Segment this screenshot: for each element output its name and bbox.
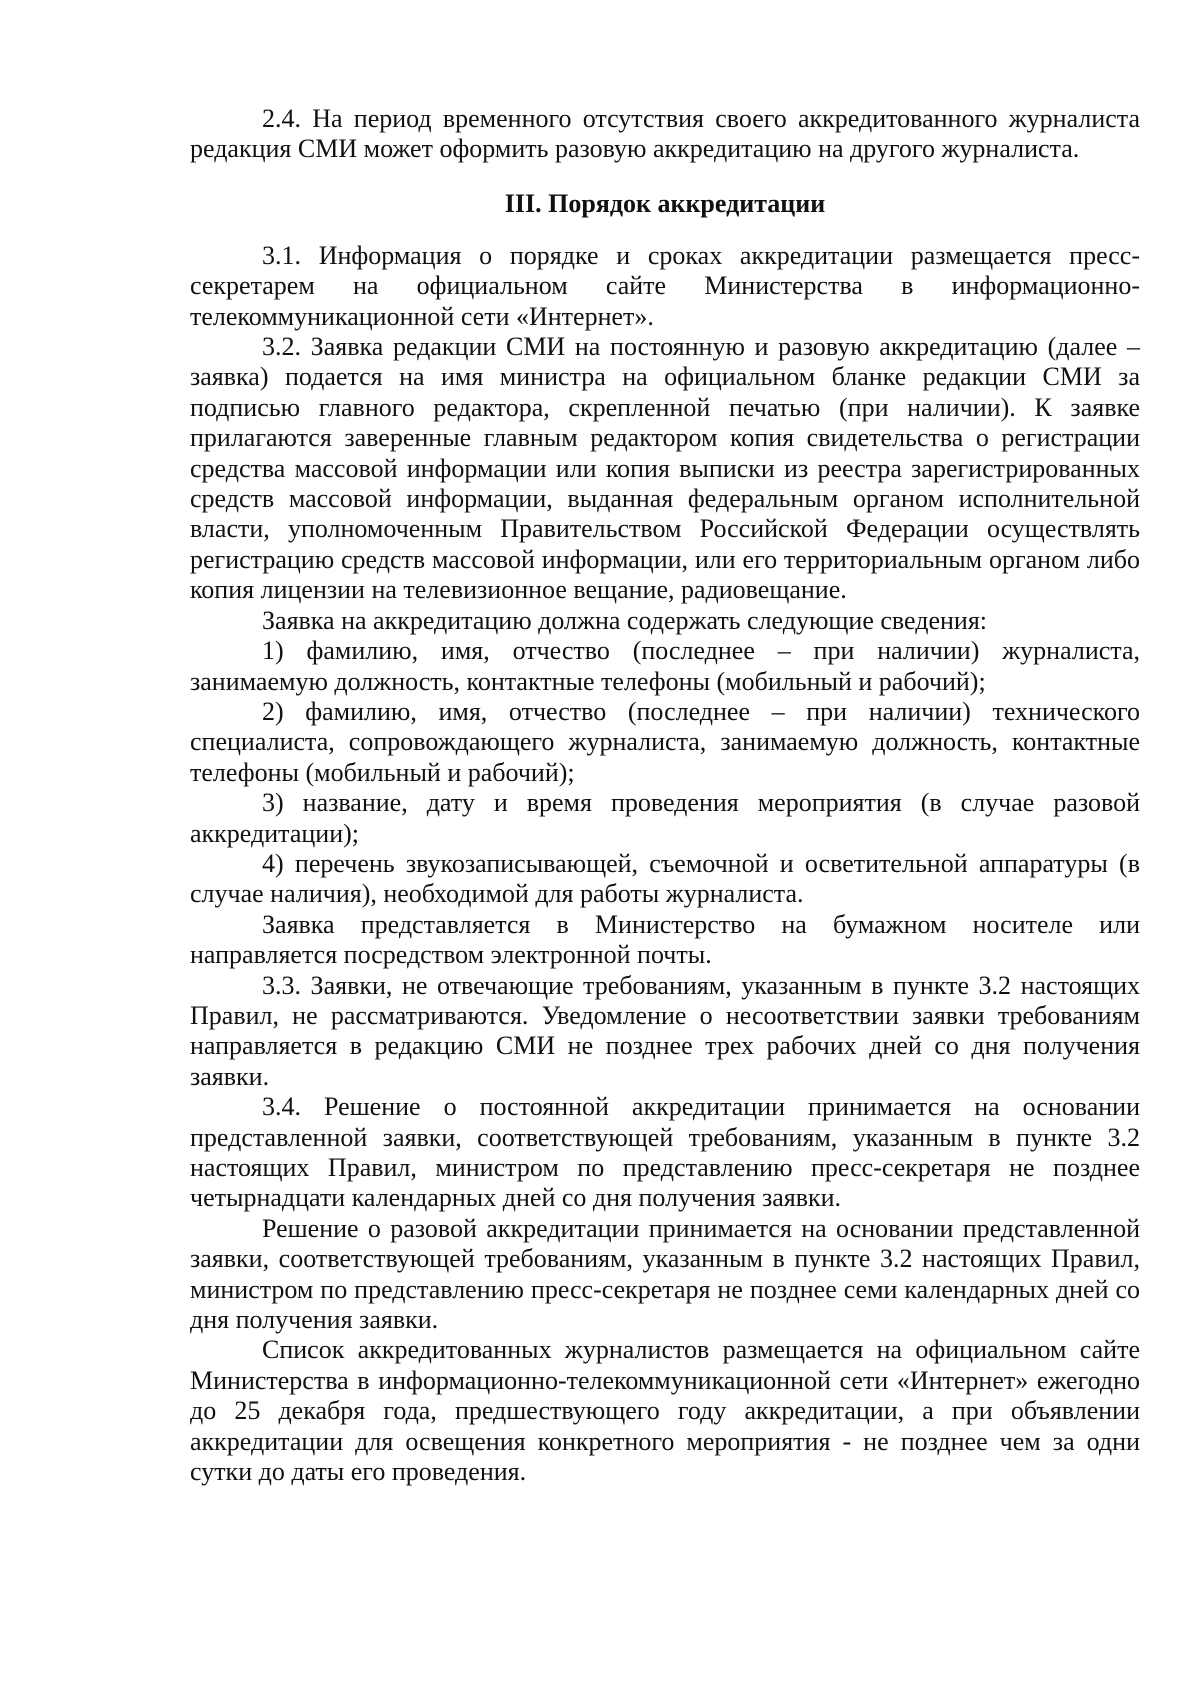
- paragraph-2-4: 2.4. На период временного отсутствия своего аккредитованного журналиста редакция СМИ может оформить разовую аккредитацию на другого журналиста.: [190, 104, 1140, 164]
- paragraph-3-4: 3.4. Решение о постоянной аккредитации принимается на основании представленной заявки, соответствующей требованиям, указанным в пункте 3.2 настоящих Правил, министром по представлению пресс-секретаря не позднее четырнадцати календарных дней со дня получения заявки.: [190, 1092, 1140, 1213]
- list-item-1: 1) фамилию, имя, отчество (последнее – при наличии) журналиста, занимаемую должность, контактные телефоны (мобильный и рабочий);: [190, 636, 1140, 696]
- section-title: III. Порядок аккредитации: [504, 188, 826, 218]
- list-item-4: 4) перечень звукозаписывающей, съемочной и осветительной аппаратуры (в случае наличия), необходимой для работы журналиста.: [190, 848, 1140, 909]
- paragraph-one-time-accreditation: Решение о разовой аккредитации принимается на основании представленной заявки, соответствующей требованиям, указанным в пункте 3.2 настоящих Правил, министром по представлению пресс-секретаря не позднее семи календарных дней со дня получения заявки.: [190, 1213, 1140, 1335]
- paragraph-3-2: 3.2. Заявка редакции СМИ на постоянную и разовую аккредитацию (далее – заявка) подается на имя министра на официальном бланке редакции СМИ за подписью главного редактора, скрепленной печатью (при наличии). К заявке прилагаются заверенные главным редактором копия свидетельства о регистрации средства массовой информации или копия выписки из реестра зарегистрированных средств массовой информации, выданная федеральным органом исполнительной власти, уполномоченным Правительством Российской Федерации осуществлять регистрацию средств массовой информации, или его территориальным органом либо копия лицензии на телевизионное вещание, радиовещание.: [190, 332, 1140, 605]
- document-page: [190, 104, 1140, 1487]
- list-item-2: 2) фамилию, имя, отчество (последнее – при наличии) технического специалиста, сопровождающего журналиста, занимаемую должность, контактные телефоны (мобильный и рабочий);: [190, 696, 1140, 787]
- paragraph-3-1: 3.1. Информация о порядке и сроках аккредитации размещается пресс-секретарем на официальном сайте Министерства в информационно-телекоммуникационной сети «Интернет».: [190, 240, 1140, 331]
- paragraph-request-contents: Заявка на аккредитацию должна содержать следующие сведения:: [262, 605, 988, 635]
- paragraph-submission: Заявка представляется в Министерство на бумажном носителе или направляется посредством электронной почты.: [190, 909, 1140, 970]
- paragraph-3-3: 3.3. Заявки, не отвечающие требованиям, указанным в пункте 3.2 настоящих Правил, не рассматриваются. Уведомление о несоответствии заявки требованиям направляется в редакцию СМИ не позднее трех рабочих дней со дня получения заявки.: [190, 970, 1140, 1091]
- paragraph-list-published: Список аккредитованных журналистов размещается на официальном сайте Министерства в информационно-телекоммуникационной сети «Интернет» ежегодно до 25 декабря года, предшествующего году аккредитации, а при объявлении аккредитации для освещения конкретного мероприятия - не позднее чем за одни сутки до даты его проведения.: [190, 1335, 1140, 1487]
- list-item-3: 3) название, дату и время проведения мероприятия (в случае разовой аккредитации);: [190, 788, 1140, 848]
